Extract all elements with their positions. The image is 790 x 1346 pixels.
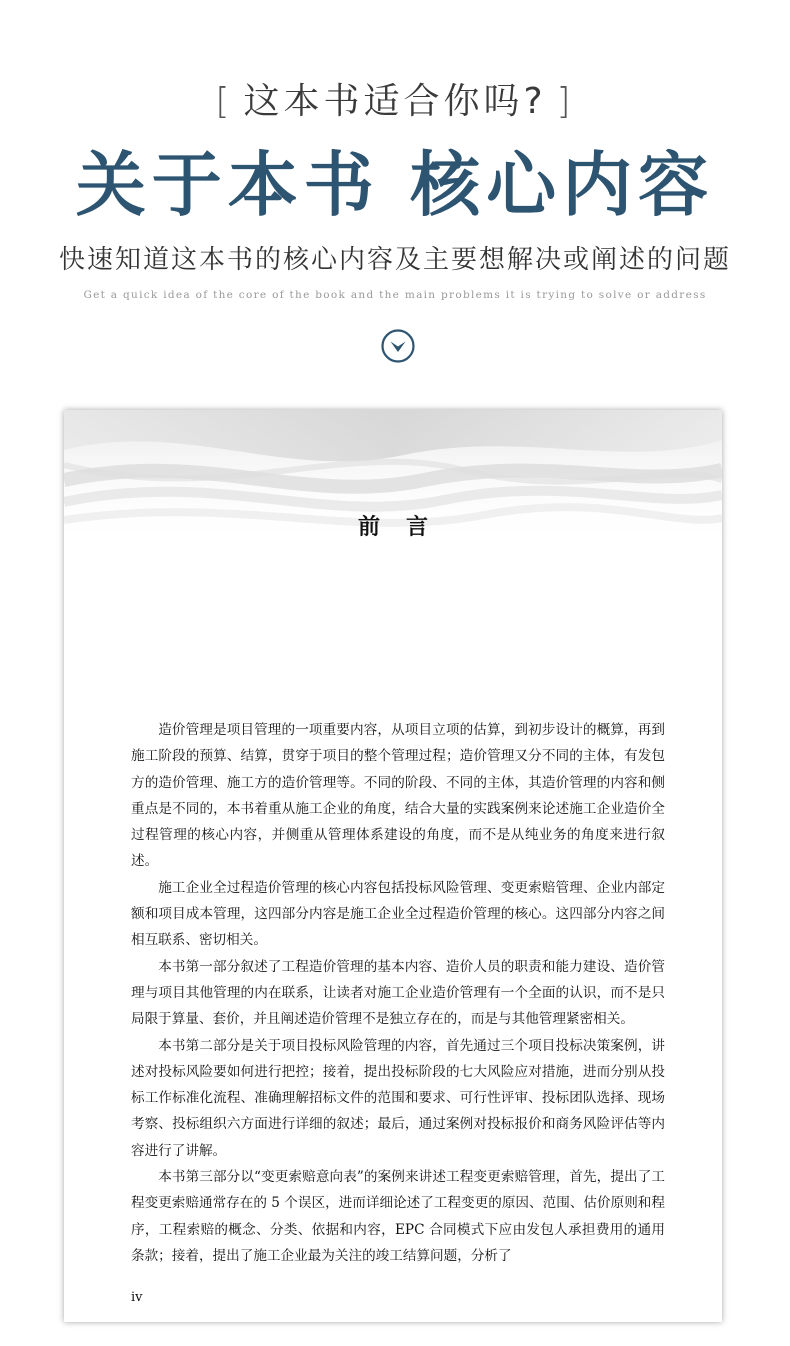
- paragraph: 本书第三部分以“变更索赔意向表”的案例来讲述工程变更索赔管理，首先，提出了工程变更索赔通常存在的 5 个误区，进而详细论述了工程变更的原因、范围、估价原则和程序，工程索赔的概念、分类、依据和内容，EPC 合同模式下应由发包人承担费用的通用条款；接着，提出了施工企业最为关注的竣工结算问题，分析了: [131, 1169, 665, 1264]
- chevron-down-circle-icon[interactable]: [380, 328, 416, 364]
- page-number: iv: [131, 1290, 143, 1305]
- subtitle: 快速知道这本书的核心内容及主要想解决或阐述的问题: [58, 245, 731, 275]
- preface-body: [131, 717, 665, 1269]
- eyebrow-close-bracket: ]: [556, 81, 575, 122]
- main-title: 关于本书 核心内容: [75, 143, 715, 226]
- eyebrow-open-bracket: [: [215, 81, 234, 122]
- paragraph: 本书第二部分是关于项目投标风险管理的内容，首先通过三个项目投标决策案例，讲述对投标风险要如何进行把控；接着，提出投标阶段的七大风险应对措施，进而分别从投标工作标准化流程、准确理解招标文件的范围和要求、可行性评审、投标团队选择、现场考察、投标组织六方面进行详细的叙述；最后，通过案例对投标报价和商务风险评估等内容进行了讲解。: [131, 1037, 665, 1159]
- eyebrow-question: [0, 78, 790, 126]
- paragraph: 本书第一部分叙述了工程造价管理的基本内容、造价人员的职责和能力建设、造价管理与项目其他管理的内在联系，让读者对施工企业造价管理有一个全面的认识，而不是只局限于算量、套价，并且阐述造价管理不是独立存在的，而是与其他管理紧密相关。: [131, 958, 665, 1028]
- preface-heading: 前言: [357, 514, 454, 540]
- book-page: [64, 410, 722, 1322]
- eyebrow-text: 这本书适合你吗?: [243, 81, 547, 122]
- subtitle-english: Get a quick idea of the core of the book and the main problems it is trying to solve or address: [83, 289, 707, 301]
- paragraph: 施工企业全过程造价管理的核心内容包括投标风险管理、变更索赔管理、企业内部定额和项目成本管理，这四部分内容是施工企业全过程造价管理的核心。这四部分内容之间相互联系、密切相关。: [131, 879, 665, 949]
- paragraph: 造价管理是项目管理的一项重要内容，从项目立项的估算，到初步设计的概算，再到施工阶段的预算、结算，贯穿于项目的整个管理过程；造价管理又分不同的主体，有发包方的造价管理、施工方的造价管理等。不同的阶段、不同的主体，其造价管理的内容和侧重点是不同的，本书着重从施工企业的角度，结合大量的实践案例来论述施工企业造价全过程管理的核心内容，并侧重从管理体系建设的角度，而不是从纯业务的角度来进行叙述。: [131, 722, 665, 870]
